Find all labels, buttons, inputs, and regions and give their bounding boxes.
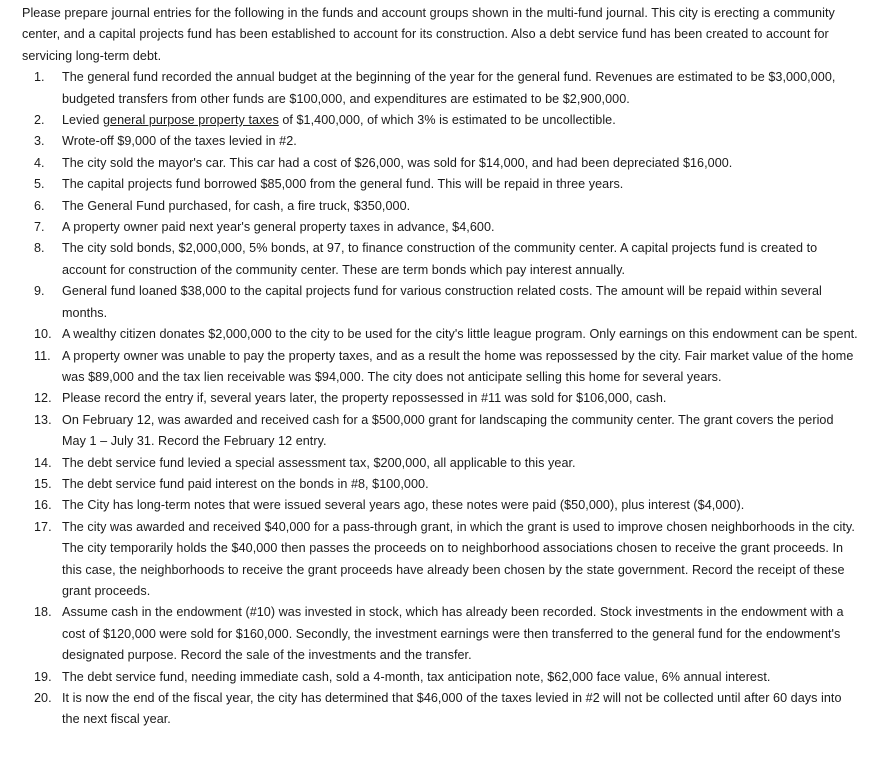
item-text: The city was awarded and received $40,000 for a pass-through grant, in which the grant is used to improve chosen neighborhoods in the city. The city temporarily holds the $40,000 then passes the proceeds on to neighborhood associations chosen to receive the grant proceeds. In this case, the neighborhoods to receive the grant proceeds have already been chosen by the state government. Record the receipt of these grant proceeds. [62, 519, 855, 598]
item-number: 4. [34, 155, 45, 170]
item-number: 14. [34, 455, 52, 470]
item-text: It is now the end of the fiscal year, the city has determined that $46,000 of the taxes levied in #2 will not be collected until after 60 days into the next fiscal year. [62, 691, 842, 727]
list-item [22, 517, 861, 603]
item-text: A property owner was unable to pay the property taxes, and as a result the home was repossessed by the city. Fair market value of the home was $89,000 and the tax lien receivable was $94,000. The city does not anticipate selling this home for several years. [62, 348, 854, 384]
item-text: The general fund recorded the annual budget at the beginning of the year for the general fund. Revenues are estimated to be $3,000,000, budgeted transfers from other funds are $100,000, and expenditures are estimated to be $2,900,000. [62, 70, 836, 106]
item-number: 8. [34, 241, 45, 256]
list-item [22, 153, 861, 174]
item-text: Wrote-off $9,000 of the taxes levied in #2. [62, 134, 297, 149]
item-number: 6. [34, 198, 45, 213]
underlined-phrase: general purpose property taxes [102, 113, 279, 128]
list-item [22, 388, 861, 409]
item-number: 16. [34, 498, 52, 513]
list-item [22, 238, 861, 281]
item-text: The General Fund purchased, for cash, a fire truck, $350,000. [62, 198, 411, 213]
list-item [22, 67, 861, 110]
list-item [22, 174, 861, 195]
list-item [22, 131, 861, 152]
item-text: The debt service fund paid interest on the bonds in #8, $100,000. [62, 476, 429, 491]
item-number: 3. [34, 134, 45, 149]
item-number: 9. [34, 284, 45, 299]
entries-list [22, 67, 861, 731]
item-text: Assume cash in the endowment (#10) was invested in stock, which has already been recorded. Stock investments in the endowment with a cost of $120,000 were sold for $160,000. Secondly, the investment earnings were then transferred to the general fund for the endowment's designated purpose. Record the sale of the investments and the transfer. [62, 605, 844, 663]
item-number: 13. [34, 412, 52, 427]
list-item [22, 110, 861, 131]
list-item [22, 688, 861, 731]
item-text: Please record the entry if, several years later, the property repossessed in #11 was sold for $106,000, cash. [62, 391, 667, 406]
item-number: 10. [34, 327, 52, 342]
item-number: 2. [34, 113, 45, 128]
item-text-pre: Levied [62, 113, 103, 128]
item-text: The debt service fund, needing immediate cash, sold a 4-month, tax anticipation note, $62,000 face value, 6% annual interest. [62, 669, 771, 684]
item-text: The capital projects fund borrowed $85,000 from the general fund. This will be repaid in three years. [62, 177, 624, 192]
list-item [22, 495, 861, 516]
item-number: 7. [34, 220, 45, 235]
item-number: 18. [34, 605, 52, 620]
list-item [22, 196, 861, 217]
item-number: 19. [34, 669, 52, 684]
item-text: The City has long-term notes that were issued several years ago, these notes were paid ($50,000), plus interest ($4,000). [62, 498, 745, 513]
item-text: A wealthy citizen donates $2,000,000 to the city to be used for the city's little league program. Only earnings on this endowment can be spent. [62, 327, 858, 342]
list-item [22, 667, 861, 688]
item-text [62, 110, 861, 131]
list-item [22, 453, 861, 474]
item-number: 20. [34, 691, 52, 705]
list-item [22, 410, 861, 453]
instructions-paragraph: Please prepare journal entries for the following in the funds and account groups shown in the multi-fund journal. This city is erecting a community center, and a capital projects fund has been established to account for its construction. Also a debt service fund has been created to account for servicing long-term debt. [22, 6, 835, 63]
list-item [22, 602, 861, 666]
item-number: 17. [34, 519, 52, 534]
list-item [22, 324, 861, 345]
item-number: 15. [34, 476, 52, 491]
item-number: 1. [34, 70, 45, 85]
item-number: 11. [34, 348, 51, 363]
item-text: On February 12, was awarded and received cash for a $500,000 grant for landscaping the community center. The grant covers the period May 1 – July 31. Record the February 12 entry. [62, 412, 834, 449]
list-item [22, 217, 861, 238]
item-text: The city sold the mayor's car. This car had a cost of $26,000, was sold for $14,000, and had been depreciated $16,000. [62, 155, 733, 170]
item-text: The city sold bonds, $2,000,000, 5% bonds, at 97, to finance construction of the community center. A capital projects fund is created to account for construction of the community center. These are term bonds which pay interest annually. [62, 241, 818, 277]
item-number: 5. [34, 177, 45, 192]
list-item [22, 281, 861, 324]
list-item [22, 346, 861, 389]
item-text: A property owner paid next year's general property taxes in advance, $4,600. [62, 220, 495, 235]
item-text: The debt service fund levied a special assessment tax, $200,000, all applicable to this year. [62, 455, 576, 470]
item-number: 12. [34, 391, 52, 406]
list-item [22, 474, 861, 495]
item-text-post: of $1,400,000, of which 3% is estimated to be uncollectible. [278, 113, 616, 128]
item-text: General fund loaned $38,000 to the capital projects fund for various construction related costs. The amount will be repaid within several months. [62, 284, 822, 320]
